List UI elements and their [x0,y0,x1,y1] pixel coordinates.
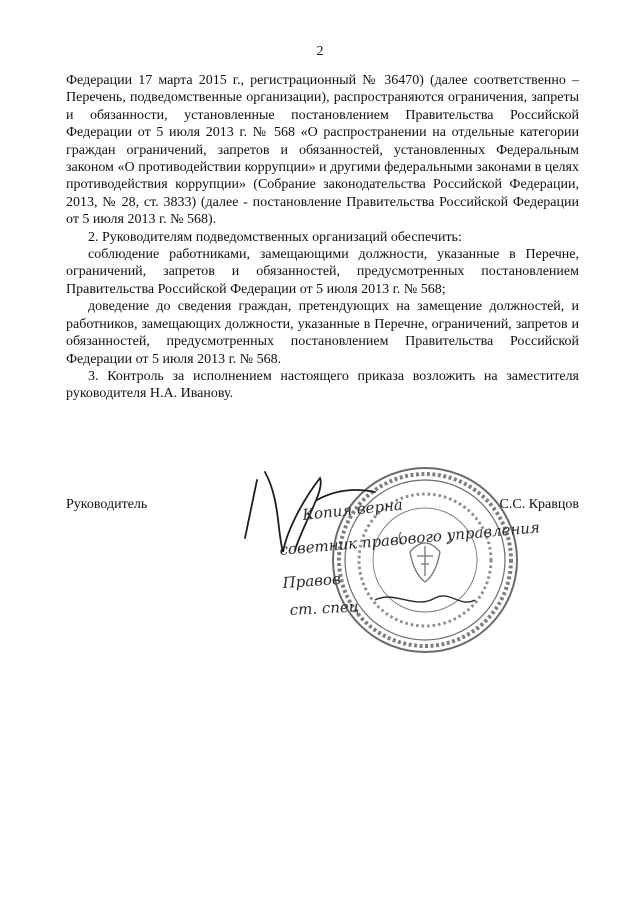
signature-and-stamp [225,460,575,680]
paragraph-item-3: 3. Контроль за исполнением настоящего приказа возложить на заместителя руководителя Н.А. Иванову. [66,368,579,402]
certification-note [279,496,541,619]
paragraph-notification: доведение до сведения граждан, претендующих на замещение должностей, и работников, замещающих должности, указанные в Перечне, ограничений, запретов и обязанностей, предусмотренных постановлением Правительства Российской Федерации от 5 июля 2013 г. № 568. [66,299,579,367]
signer-title: Руководитель [66,497,148,512]
cert-line-1: Копия верна [301,495,404,524]
signer-name: С.С. Кравцов [499,497,579,512]
paragraph-item-2: 2. Руководителям подведомственных организаций обеспечить: [88,229,462,245]
paragraph-compliance: соблюдение работниками, замещающими должности, указанные в Перечне, ограничений, запретов и обязанностей, предусмотренных постановлением Правительства Российской Федерации от 5 июля 2013 г. № 568; [66,247,579,297]
document-body [66,72,579,403]
paragraph-continuation: Федерации 17 марта 2015 г., регистрационный № 36470) (далее соответственно – Перечень, подведомственные организации), распространяются ограничения, запреты и обязанности, установленные постановлением Правительства Российской Федерации от 5 июля 2013 г. № 568 «О распространении на отдельные категории граждан ограничений, запретов и обязанностей, установленных Федеральным законом «О противодействии коррупции» и другими федеральными законами в целях противодействия коррупции» (Собрание законодательства Российской Федерации, 2013, № 28, ст. 3833) (далее - постановление Правительства Российской Федерации от 5 июля 2013 г. № 568). [66,73,579,228]
cert-line-4: ст. спец [289,597,360,619]
cert-line-3: Правов [282,569,342,592]
cert-line-2: советник правового управления [278,518,541,559]
page-number: 2 [316,44,324,59]
official-stamp [333,468,517,652]
